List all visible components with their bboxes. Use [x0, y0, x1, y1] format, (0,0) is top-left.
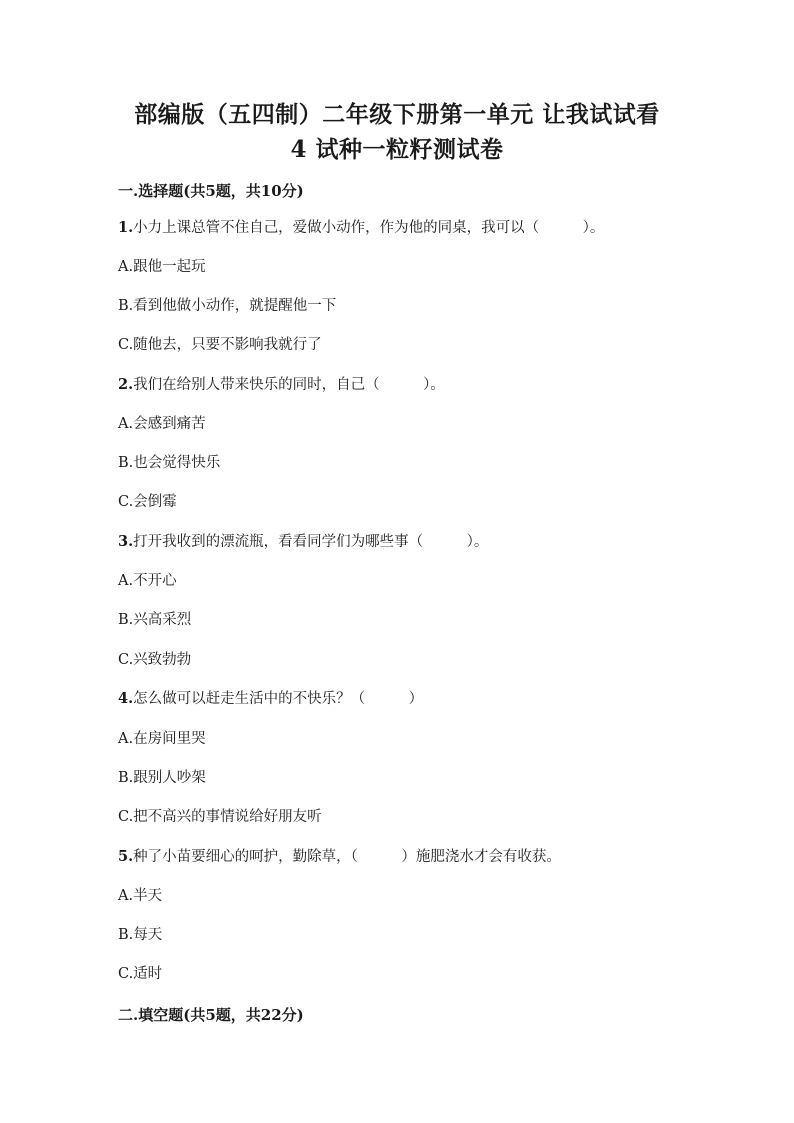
option-3c: C.兴致勃勃 — [118, 652, 192, 668]
option-3a: A.不开心 — [118, 573, 177, 589]
option-1c: C.随他去，只要不影响我就行了 — [118, 337, 322, 353]
option-1a: A.跟他一起玩 — [118, 259, 206, 275]
option-4a: A.在房间里哭 — [118, 731, 206, 747]
option-4c: C.把不高兴的事情说给好朋友听 — [118, 809, 322, 825]
question-1 — [118, 218, 604, 238]
option-5c: C.适时 — [118, 966, 163, 982]
section-heading-fill-blank: 二.填空题(共5题，共22分) — [118, 1006, 304, 1024]
question-number: 2. — [118, 376, 134, 393]
section-heading-choice: 一.选择题(共5题，共10分) — [118, 182, 304, 200]
option-2b: B.也会觉得快乐 — [118, 455, 221, 471]
exam-title-line-1: 部编版（五四制）二年级下册第一单元 让我试试看 — [134, 101, 660, 128]
question-text: 打开我收到的漂流瓶，看看同学们为哪些事（ ）。 — [133, 534, 489, 550]
question-text: 小力上课总管不住自己，爱做小动作，作为他的同桌，我可以（ ）。 — [133, 220, 605, 236]
question-number: 4. — [118, 690, 134, 707]
question-number: 1. — [118, 219, 134, 236]
question-text: 种了小苗要细心的呵护，勤除草，（ ）施肥浇水才会有收获。 — [133, 849, 561, 865]
question-number: 3. — [118, 533, 134, 550]
option-5a: A.半天 — [118, 888, 163, 904]
option-4b: B.跟别人吵架 — [118, 770, 206, 786]
option-2c: C.会倒霉 — [118, 494, 177, 510]
question-3 — [118, 532, 488, 552]
question-2 — [118, 375, 445, 395]
question-text: 怎么做可以赶走生活中的不快乐？（ ） — [133, 691, 424, 707]
question-5 — [118, 847, 561, 867]
option-5b: B.每天 — [118, 927, 163, 943]
question-text: 我们在给别人带来快乐的同时，自己（ ）。 — [133, 377, 445, 393]
question-number: 5. — [118, 848, 134, 865]
question-4 — [118, 689, 423, 709]
option-1b: B.看到他做小动作，就提醒他一下 — [118, 298, 337, 314]
exam-title-line-2: 4 试种一粒籽测试卷 — [290, 136, 504, 163]
option-2a: A.会感到痛苦 — [118, 416, 206, 432]
option-3b: B.兴高采烈 — [118, 612, 192, 628]
